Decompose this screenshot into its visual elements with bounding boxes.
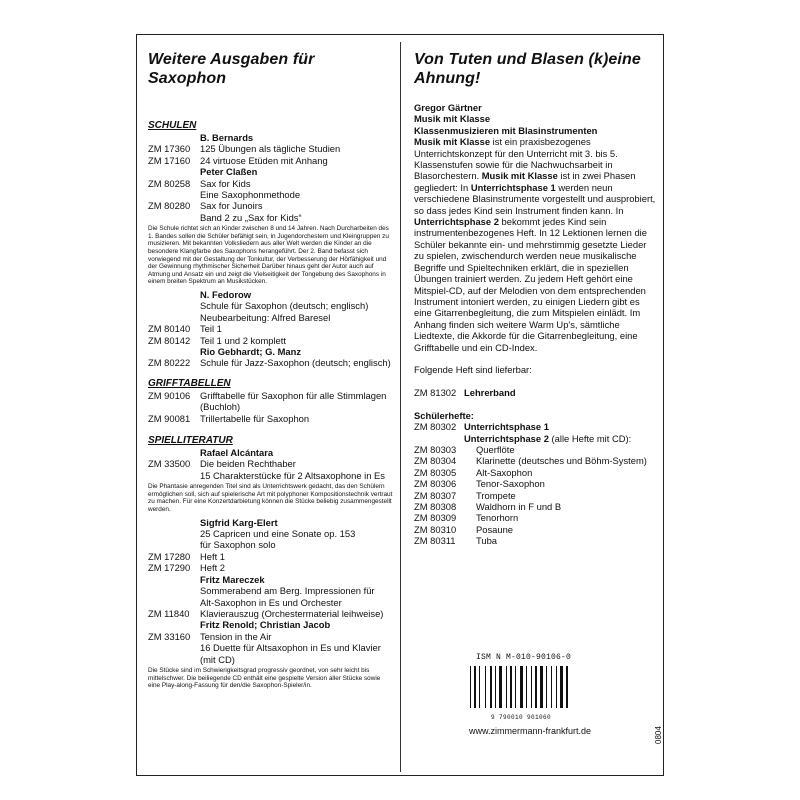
section-grifftabellen: GRIFFTABELLEN: [148, 377, 231, 389]
list-item: ZM 80308 Waldhorn in F und B: [414, 501, 562, 512]
list-item: ZM 17360 125 Übungen als tägliche Studien: [148, 143, 341, 155]
hefte-list: [414, 444, 656, 547]
author-alcantara: Rafael Alcántara: [200, 447, 274, 459]
ismn-label: ISM N M-010-90106-0: [476, 653, 572, 662]
fedorow-desc1: Schule für Saxophon (deutsch; englisch): [200, 300, 369, 312]
note-renold: Die Stücke sind im Schwierigkeitsgrad progressiv geordnet, von sehr leicht bis mittelschwer. Die beiliegende CD enthält eine gespielte Version aller Stücke sowie eine Play-along-Fassung für den/die Saxophon-Spieler/in.: [148, 666, 381, 690]
barcode-image: [466, 666, 576, 708]
left-heading: Weitere Ausgaben für Saxophon: [148, 51, 315, 87]
note-alcantara: Die Phantasie anregenden Titel sind als Unterrichtswerk gedacht, das den Schülern ermöglichen soll, sich auf spielerische Art mit polyphoner Kompositionstechnik vertraut zu machen. Für eine Konzertdarbietung können die Stücke beliebig zusammengestellt werden.: [148, 483, 393, 514]
list-item: ZM 80222 Schule für Jazz-Saxophon (deutsch; englisch): [148, 357, 391, 369]
list-item: ZM 80258 Sax for Kids: [148, 177, 251, 189]
list-item: ZM 80309 Tenorhorn: [414, 512, 519, 524]
list-item: Unterrichtsphase 2 (alle Hefte mit CD):: [464, 432, 632, 444]
list-item: ZM 80304 Klarinette (deutsches und Böhm-System): [414, 455, 647, 467]
list-item: ZM 11840 Klavierauszug (Orchestermaterial leihweise): [148, 607, 384, 619]
list-item: ZM 90106 Grifftabelle für Saxophon für alle Stimmlagen: [148, 389, 387, 401]
schuelerhefte-label: Schülerhefte:: [414, 409, 474, 421]
list-item: ZM 80306 Tenor-Saxophon: [414, 478, 545, 490]
author-mareczek: Fritz Mareczek: [200, 573, 265, 585]
left-column: [148, 50, 394, 693]
list-item: ZM 81302 Lehrerband: [414, 387, 516, 399]
list-item: ZM 80303 Querflöte: [414, 443, 515, 455]
list-item-sub: Eine Saxophonmethode: [200, 189, 301, 201]
author-kargelert: Sigfrid Karg-Elert: [200, 516, 278, 528]
list-item-sub: Band 2 zu „Sax for Kids“: [200, 211, 302, 223]
list-item: ZM 80311 Tuba: [414, 535, 498, 547]
right-column: [414, 50, 656, 547]
barcode-digits: 9 790010 901060: [490, 714, 551, 721]
list-item-sub: (Buchloh): [200, 401, 241, 413]
note-classen: Die Schule richtet sich an Kinder zwischen 8 und 14 Jahren. Nach Durcharbeiten des 1. Bandes sollen die Schüler befähigt sein, in Jugendorchestern und Kleingruppen zu musizieren. Mit bekannten Volksliedern aus aller Welt werden die Kinder an die besondere Klangfarbe des Saxophons herangeführt. Der 2. Band befasst sich vorwiegend mit der Gestaltung der Tonkultur, der Verbesserung der Hörfähigkeit und der Gewinnung rhythmischer Sicherheit Darüber hinaus geht der Autor auch auf Atmung und Ansatz ein und zeigt die Vielseitigkeit der Tongebung des Saxophons in einem breiten Spektrum an Musikstücken.: [148, 225, 389, 286]
right-description: Musik mit Klasse ist ein praxisbezogenes Unterrichtskonzept für den Unterricht mit 3. bis 5. Klassenstufen sowie für die Nachwuchsarbeit in Blasorchestern. Musik mit Klasse ist in zwei Phasen gegliedert: In Unterrichtsphase 1 werden neun verschiedene Blasinstrumente vorgestellt und ausprobiert, so dass jedes Kind sein Instrument finden kann. In Unterrichtsphase 2 bekommt jedes Kind sein instrumentenbezogenes Heft. In 12 Lektionen lernen die Schüler bekannte ein- und mehrstimmig gesetzte Lieder zu spielen, zwischendurch werden neue musikalische Begriffe und Spieltechniken erklärt, die in speziellen Übungen trainiert werden. Zu jedem Heft gehört eine Mitspiel-CD, auf der Melodien von dem entsprechenden Instrument intoniert werden, zu einigen Liedern gibt es eine Gitarrenbegleitung, die zum Mitspielen einlädt. Im Anhang finden sich weitere Warm Up's, sämtliche Liedtexte, die Akkorde für die Gitarrenbegleitung, eine Grifftabelle und ein CD-Index.: [414, 136, 656, 353]
list-item: ZM 80305 Alt-Saxophon: [414, 466, 533, 478]
list-item: ZM 80302 Unterrichtsphase 1: [414, 421, 549, 433]
website-url: www.zimmermann-frankfurt.de: [469, 726, 592, 736]
mareczek-desc2: Alt-Saxophon in Es und Orchester: [200, 596, 342, 608]
list-item-sub: 16 Duette für Altsaxophon in Es und Klavier: [200, 642, 381, 654]
fedorow-desc2: Neubearbeitung: Alfred Baresel: [200, 311, 331, 323]
list-item-sub: (mit CD): [200, 653, 235, 665]
author-renold: Fritz Renold; Christian Jacob: [200, 619, 331, 631]
author-bernards: B. Bernards: [200, 132, 254, 143]
column-divider: [400, 42, 401, 772]
list-item: ZM 33500 Die beiden Rechthaber: [148, 458, 296, 470]
list-item: ZM 90081 Trillertabelle für Saxophon: [148, 412, 310, 424]
list-item: ZM 80142 Teil 1 und 2 komplett: [148, 334, 286, 346]
author-classen: Peter Claßen: [200, 166, 258, 178]
side-code: 0804: [654, 726, 663, 744]
kargelert-desc2: für Saxophon solo: [200, 539, 276, 551]
list-item: ZM 33160 Tension in the Air: [148, 630, 272, 642]
author-fedorow: N. Fedorow: [200, 289, 252, 300]
section-spielliteratur: SPIELLITERATUR: [148, 435, 233, 447]
barcode-block: [466, 653, 576, 721]
right-title2: Klassenmusizieren mit Blasinstrumenten: [414, 124, 598, 136]
author-gebhardt: Rio Gebhardt; G. Manz: [200, 346, 302, 358]
list-item: ZM 17280 Heft 1: [148, 550, 226, 562]
right-author: Gregor Gärtner: [414, 102, 482, 113]
list-item: ZM 17160 24 virtuose Etüden mit Anhang: [148, 154, 328, 166]
section-schulen: SCHULEN: [148, 120, 197, 131]
list-item: ZM 80140 Teil 1: [148, 323, 222, 335]
list-item: ZM 17290 Heft 2: [148, 562, 226, 574]
right-heading: Von Tuten und Blasen (k)eine Ahnung!: [414, 51, 641, 87]
list-item: ZM 80307 Trompete: [414, 489, 516, 501]
mareczek-desc1: Sommerabend am Berg. Impressionen für: [200, 585, 375, 597]
kargelert-desc1: 25 Capricen und eine Sonate op. 153: [200, 528, 356, 540]
list-item-sub: 15 Charakterstücke für 2 Altsaxophone in Es: [200, 469, 385, 481]
right-title1: Musik mit Klasse: [414, 113, 491, 125]
list-item: ZM 80310 Posaune: [414, 523, 514, 535]
list-item: ZM 80280 Sax for Junoirs: [148, 200, 263, 212]
folgende-text: Folgende Heft sind lieferbar:: [414, 363, 532, 375]
